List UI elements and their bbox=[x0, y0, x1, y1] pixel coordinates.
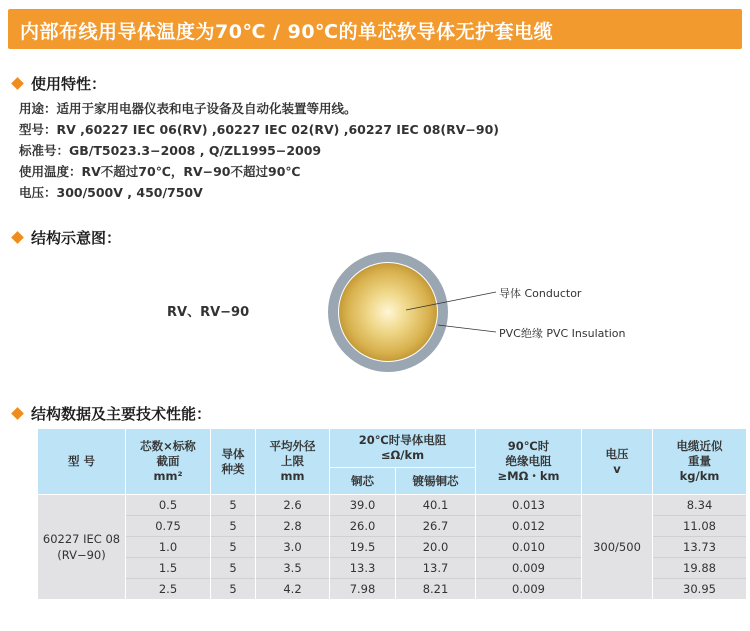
cell-outer-diameter: 3.5 bbox=[256, 558, 330, 579]
page-title: 内部布线用导体温度为70℃ / 90℃的单芯软导体无护套电缆 bbox=[20, 21, 554, 43]
property-usage: 用途：适用于家用电器仪表和电子设备及自动化装置等用线。 bbox=[19, 101, 357, 116]
cell-conductor-type: 5 bbox=[211, 558, 256, 579]
cell-resistance-copper: 26.0 bbox=[330, 516, 396, 537]
cell-resistance-copper: 39.0 bbox=[330, 495, 396, 516]
cell-resistance-tinned: 26.7 bbox=[396, 516, 476, 537]
cell-weight: 8.34 bbox=[653, 495, 747, 516]
cell-weight: 11.08 bbox=[653, 516, 747, 537]
cell-section: 0.5 bbox=[126, 495, 211, 516]
section-usage-heading bbox=[10, 73, 106, 94]
header-outer-diameter: 平均外径 上限 mm bbox=[256, 429, 330, 495]
cell-resistance-copper: 7.98 bbox=[330, 579, 396, 600]
spec-table bbox=[37, 428, 747, 599]
header-model: 型 号 bbox=[38, 429, 126, 495]
cell-section: 0.75 bbox=[126, 516, 211, 537]
title-banner bbox=[8, 9, 742, 49]
cell-insulation-resistance: 0.013 bbox=[476, 495, 582, 516]
cell-resistance-tinned: 8.21 bbox=[396, 579, 476, 600]
header-resistance-tinned: 镀锡铜芯 bbox=[396, 468, 476, 495]
insulation-label: PVC绝缘 PVC Insulation bbox=[499, 327, 626, 340]
cell-insulation-resistance: 0.012 bbox=[476, 516, 582, 537]
diamond-bullet-icon bbox=[11, 231, 24, 244]
header-weight: 电缆近似 重量 kg/km bbox=[653, 429, 747, 495]
header-cores: 芯数×标称 截面 mm² bbox=[126, 429, 211, 495]
header-resistance: 20℃时导体电阻 ≤Ω/km bbox=[330, 429, 476, 468]
diagram-model-label: RV、RV−90 bbox=[167, 305, 250, 320]
cell-model: 60227 IEC 08 (RV−90) bbox=[38, 495, 126, 600]
section-structure-label: 结构示意图： bbox=[31, 229, 122, 247]
header-resistance-copper: 铜芯 bbox=[330, 468, 396, 495]
header-conductor-type: 导体 种类 bbox=[211, 429, 256, 495]
section-usage-label: 使用特性： bbox=[31, 75, 107, 93]
cell-resistance-tinned: 40.1 bbox=[396, 495, 476, 516]
property-models: 型号：RV ,60227 IEC 06(RV) ,60227 IEC 02(RV) ,60227 IEC 08(RV−90) bbox=[19, 122, 499, 137]
cell-insulation-resistance: 0.009 bbox=[476, 558, 582, 579]
cell-resistance-copper: 13.3 bbox=[330, 558, 396, 579]
cell-outer-diameter: 2.8 bbox=[256, 516, 330, 537]
cell-outer-diameter: 3.0 bbox=[256, 537, 330, 558]
property-standard: 标准号：GB/T5023.3−2008 , Q/ZL1995−2009 bbox=[19, 143, 322, 158]
property-voltage: 电压：300/500V , 450/750V bbox=[19, 185, 203, 200]
cell-conductor-type: 5 bbox=[211, 516, 256, 537]
cell-voltage: 300/500 bbox=[582, 495, 653, 600]
conductor-label: 导体 Conductor bbox=[499, 287, 582, 300]
cell-weight: 19.88 bbox=[653, 558, 747, 579]
cell-section: 1.5 bbox=[126, 558, 211, 579]
cell-conductor-type: 5 bbox=[211, 537, 256, 558]
diamond-bullet-icon bbox=[11, 77, 24, 90]
header-voltage: 电压 v bbox=[582, 429, 653, 495]
section-tech-heading bbox=[10, 403, 211, 424]
cable-cross-section-diagram bbox=[326, 250, 626, 375]
cell-resistance-tinned: 20.0 bbox=[396, 537, 476, 558]
cell-conductor-type: 5 bbox=[211, 495, 256, 516]
cell-conductor-type: 5 bbox=[211, 579, 256, 600]
cell-insulation-resistance: 0.010 bbox=[476, 537, 582, 558]
section-structure-heading bbox=[10, 227, 121, 248]
cell-outer-diameter: 4.2 bbox=[256, 579, 330, 600]
cell-resistance-copper: 19.5 bbox=[330, 537, 396, 558]
cell-insulation-resistance: 0.009 bbox=[476, 579, 582, 600]
cell-section: 2.5 bbox=[126, 579, 211, 600]
cell-resistance-tinned: 13.7 bbox=[396, 558, 476, 579]
conductor-core bbox=[339, 263, 437, 361]
properties-list bbox=[19, 98, 499, 203]
header-insulation-resistance: 90℃时 绝缘电阻 ≥MΩ・km bbox=[476, 429, 582, 495]
cell-section: 1.0 bbox=[126, 537, 211, 558]
section-tech-label: 结构数据及主要技术性能： bbox=[31, 405, 212, 423]
cell-outer-diameter: 2.6 bbox=[256, 495, 330, 516]
diamond-bullet-icon bbox=[11, 407, 24, 420]
cell-weight: 13.73 bbox=[653, 537, 747, 558]
table-row bbox=[38, 495, 747, 516]
property-temperature: 使用温度：RV不超过70℃，RV−90不超过90℃ bbox=[19, 164, 301, 179]
cell-weight: 30.95 bbox=[653, 579, 747, 600]
insulation-leader-line bbox=[438, 325, 496, 332]
